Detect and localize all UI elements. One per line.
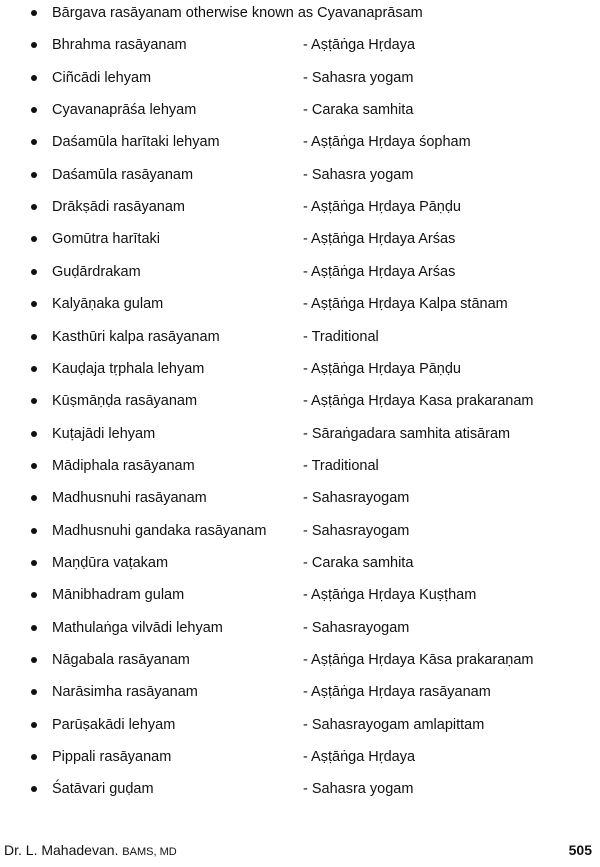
list-item: [0, 680, 600, 704]
list-item: [0, 292, 600, 316]
reference-source: - Sahasra yogam: [303, 781, 414, 797]
list-item: [0, 130, 600, 154]
author-name: Dr. L. Mahadevan.: [4, 842, 119, 858]
reference-source: - Aṣṭāṅga Hṛdaya rasāyanam: [303, 684, 491, 700]
reference-source: - Sahasrayogam amlapittam: [303, 717, 485, 733]
preparation-name: Mānibhadram gulam: [52, 587, 185, 603]
preparation-name: Kasthūri kalpa rasāyanam: [52, 329, 220, 345]
preparation-name: Nāgabala rasāyanam: [52, 652, 190, 668]
list-item: [0, 648, 600, 672]
reference-source: - Sahasrayogam: [303, 523, 410, 539]
list-item: [0, 66, 600, 90]
bullet-icon: [31, 366, 37, 372]
preparation-name: Śatāvari guḍam: [52, 781, 154, 797]
bullet-icon: [31, 398, 37, 404]
reference-source: - Aṣṭāṅga Hṛdaya: [303, 37, 416, 53]
reference-source: - Aṣṭāṅga Hṛdaya Arśas: [303, 231, 456, 247]
bullet-icon: [31, 689, 37, 695]
preparation-name: Cyavanaprāśa lehyam: [52, 102, 197, 118]
preparation-name: Ciñcādi lehyam: [52, 70, 152, 86]
list-item: [0, 98, 600, 122]
bullet-icon: [31, 42, 37, 48]
bullet-icon: [31, 172, 37, 178]
preparation-name: Mādiphala rasāyanam: [52, 458, 195, 474]
list-item: [0, 357, 600, 381]
list-item: [0, 519, 600, 543]
reference-source: - Traditional: [303, 458, 379, 474]
preparation-name: Kalyāṇaka gulam: [52, 296, 164, 312]
reference-source: - Aṣṭāṅga Hṛdaya Arśas: [303, 264, 456, 280]
list-item: [0, 325, 600, 349]
list-item: [0, 551, 600, 575]
bullet-icon: [31, 528, 37, 534]
preparation-name: Madhusnuhi gandaka rasāyanam: [52, 523, 267, 539]
preparation-name: Pippali rasāyanam: [52, 749, 172, 765]
bullet-icon: [31, 592, 37, 598]
list-item: [0, 33, 600, 57]
reference-source: - Caraka samhita: [303, 102, 414, 118]
bullet-icon: [31, 625, 37, 631]
preparation-name: Kauḍaja tṛphala lehyam: [52, 361, 205, 377]
bullet-icon: [31, 463, 37, 469]
preparation-name: Daśamūla harītaki lehyam: [52, 134, 220, 150]
list-item: [0, 616, 600, 640]
bullet-icon: [31, 431, 37, 437]
bullet-icon: [31, 10, 37, 16]
preparation-name: Kūṣmāṇḍa rasāyanam: [52, 393, 198, 409]
list-item: [0, 163, 600, 187]
list-item: [0, 227, 600, 251]
page-footer: [0, 838, 600, 862]
reference-source: - Aṣṭāṅga Hṛdaya Kalpa stānam: [303, 296, 508, 312]
list-item: [0, 260, 600, 284]
list-item: [0, 745, 600, 769]
reference-source: - Aṣṭāṅga Hṛdaya Kāsa prakaraṇam: [303, 652, 534, 668]
preparation-name: Mathulaṅga vilvādi lehyam: [52, 620, 223, 636]
bullet-icon: [31, 269, 37, 275]
bullet-icon: [31, 754, 37, 760]
author-degrees: BAMS, MD: [122, 846, 177, 858]
reference-source: - Aṣṭāṅga Hṛdaya: [303, 749, 416, 765]
reference-source: - Aṣṭāṅga Hṛdaya Kasa prakaranam: [303, 393, 534, 409]
reference-source: - Aṣṭāṅga Hṛdaya Kuṣṭham: [303, 587, 477, 603]
list-item: [0, 486, 600, 510]
bullet-icon: [31, 236, 37, 242]
bullet-icon: [31, 75, 37, 81]
bullet-icon: [31, 301, 37, 307]
preparation-name: Bhrahma rasāyanam: [52, 37, 187, 53]
reference-source: - Aṣṭāṅga Hṛdaya śopham: [303, 134, 471, 150]
reference-source: - Traditional: [303, 329, 379, 345]
reference-source: - Aṣṭāṅga Hṛdaya Pāṇḍu: [303, 199, 461, 215]
preparation-name: Drākṣādi rasāyanam: [52, 199, 185, 215]
preparation-name: Maṇḍūra vaṭakam: [52, 555, 169, 571]
reference-source: - Sahasra yogam: [303, 167, 414, 183]
bullet-icon: [31, 560, 37, 566]
reference-source: - Sahasrayogam: [303, 620, 410, 636]
reference-source: - Caraka samhita: [303, 555, 414, 571]
reference-source: - Sāraṅgadara samhita atisāram: [303, 426, 511, 442]
preparation-name: Daśamūla rasāyanam: [52, 167, 194, 183]
list-item: [0, 777, 600, 801]
bullet-icon: [31, 495, 37, 501]
preparation-name: Guḍārdrakam: [52, 264, 141, 280]
list-item: [0, 422, 600, 446]
bullet-icon: [31, 107, 37, 113]
list-item: [0, 1, 600, 25]
bullet-icon: [31, 139, 37, 145]
bullet-icon: [31, 334, 37, 340]
preparation-name: Narāsimha rasāyanam: [52, 684, 198, 700]
reference-source: - Sahasra yogam: [303, 70, 414, 86]
bullet-icon: [31, 657, 37, 663]
preparation-name: Gomūtra harītaki: [52, 231, 160, 247]
list-item: [0, 583, 600, 607]
preparation-name: Madhusnuhi rasāyanam: [52, 490, 207, 506]
list-item: [0, 389, 600, 413]
page-number: 505: [568, 842, 592, 858]
bullet-icon: [31, 722, 37, 728]
list-item: [0, 713, 600, 737]
preparation-name: Parūṣakādi lehyam: [52, 717, 176, 733]
list-item: [0, 195, 600, 219]
reference-source: - Sahasrayogam: [303, 490, 410, 506]
preparation-name: Kuṭajādi lehyam: [52, 426, 156, 442]
list-item: [0, 454, 600, 478]
preparation-name: Bārgava rasāyanam otherwise known as Cyavanaprāsam: [52, 5, 423, 21]
author-credit: [4, 842, 177, 858]
bullet-icon: [31, 204, 37, 210]
reference-source: - Aṣṭāṅga Hṛdaya Pāṇḍu: [303, 361, 461, 377]
bullet-icon: [31, 786, 37, 792]
